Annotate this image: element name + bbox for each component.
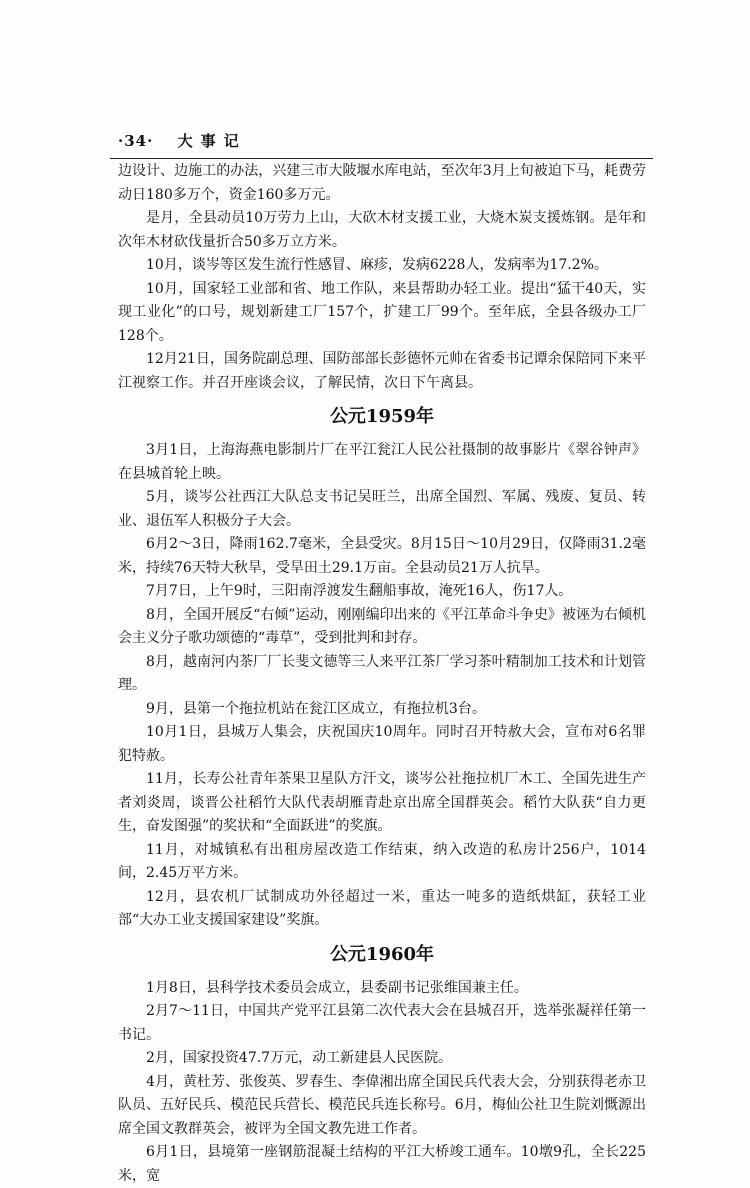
paragraph: 6月1日，县境第一座钢筋混凝土结构的平江大桥竣工通车。10墩9孔，全长225米，宽 bbox=[118, 1144, 646, 1184]
paragraph: 1月8日，县科学技术委员会成立，县委副书记张维国兼主任。 bbox=[146, 979, 528, 996]
paragraph: 2月7～11日，中国共产党平江县第二次代表大会在县城召开，选举张凝祥任第一书记。 bbox=[118, 1003, 646, 1043]
paragraph: 11月，长寿公社青年茶果卫星队方汗文，谈岑公社拖拉机厂木工、全国先进生产者刘炎周，谈晋公社稻竹大队代表胡雁青赴京出席全国群英会。稻竹大队获“自力更生，奋发图强”的奖状和“全面跃进”的奖旗。 bbox=[118, 771, 646, 834]
paragraph: 8月，越南河内茶厂厂长斐文德等三人来平江茶厂学习茶叶精制加工技术和计划管理。 bbox=[118, 653, 646, 693]
page-body bbox=[118, 160, 646, 1188]
paragraph: 10月，谈岑等区发生流行性感冒、麻疹，发病6228人，发病率为17.2%。 bbox=[146, 257, 608, 273]
paragraph: 4月，黄杜芳、张俊英、罗春生、李偉湘出席全国民兵代表大会，分别获得老赤卫队员、五好民兵、模范民兵营长、模范民兵连长称号。6月，梅仙公社卫生院刘慨源出席全国文教群英会，被评为全国文教先进工作者。 bbox=[118, 1073, 646, 1137]
paragraph: 是月，全县动员10万劳力上山，大砍木材支援工业，大烧木炭支援炼钢。是年和次年木材砍伐量折合50多万立方米。 bbox=[118, 210, 646, 250]
paragraph: 3月1日，上海海燕电影制片厂在平江瓮江人民公社摄制的故事影片《翠谷钟声》在县城首轮上映。 bbox=[118, 442, 646, 482]
paragraph: 2月，国家投资47.7万元，动工新建县人民医院。 bbox=[146, 1050, 453, 1066]
paragraph: 12月21日，国务院副总理、国防部部长彭德怀元帅在省委书记谭余保陪同下来平江视察工作。并召开座谈会议，了解民情，次日下午离县。 bbox=[118, 351, 646, 391]
paragraph: 9月，县第一个拖拉机站在瓮江区成立，有拖拉机3台。 bbox=[146, 700, 486, 717]
paragraph: 10月，国家轻工业部和省、地工作队，来县帮助办轻工业。提出“猛干40天，实现工业化”的口号，规划新建工厂157个，扩建工厂99个。至年底，全县各级办工厂128个。 bbox=[118, 280, 646, 344]
paragraph: 10月1日，县城万人集会，庆祝国庆10周年。同时召开特赦大会，宣布对6名罪犯特赦。 bbox=[118, 724, 646, 764]
paragraph: 6月2～3日，降雨162.7毫米，全县受灾。8月15日～10月29日，仅降雨31.2毫米，持续76天特大秋旱，受旱田土29.1万亩。全县动员21万人抗旱。 bbox=[118, 536, 646, 576]
paragraph: 7月7日，上午9时，三阳南浮渡发生翻船事故，淹死16人，伤17人。 bbox=[146, 583, 573, 599]
year-heading-1959: 公元1959年 bbox=[329, 406, 435, 427]
page-number: ·34· bbox=[118, 132, 154, 150]
paragraph: 11月，对城镇私有出租房屋改造工作结束，纳入改造的私房计256户，1014间，2.45万平方米。 bbox=[118, 841, 646, 881]
page-header bbox=[118, 130, 247, 151]
header-rule bbox=[110, 158, 653, 159]
running-title: 大事记 bbox=[177, 132, 247, 150]
paragraph: 边设计、边施工的办法，兴建三市大陂堰水库电站，至次年3月上旬被迫下马，耗费劳动日180多万个，资金160多万元。 bbox=[118, 163, 646, 203]
paragraph: 12月，县农机厂试制成功外径超过一米，重达一吨多的造纸烘缸，获轻工业部“大办工业支援国家建设”奖旗。 bbox=[118, 888, 646, 928]
year-heading-1960: 公元1960年 bbox=[329, 943, 435, 965]
paragraph: 8月，全国开展反“右倾”运动，刚刚编印出来的《平江革命斗争史》被诬为右倾机会主义分子歌功颂德的“毒草”，受到批判和封存。 bbox=[118, 606, 646, 646]
paragraph: 5月，谈岑公社西江大队总支书记吴旺兰，出席全国烈、军属、残废、复员、转业、退伍军人积极分子大会。 bbox=[118, 489, 646, 529]
